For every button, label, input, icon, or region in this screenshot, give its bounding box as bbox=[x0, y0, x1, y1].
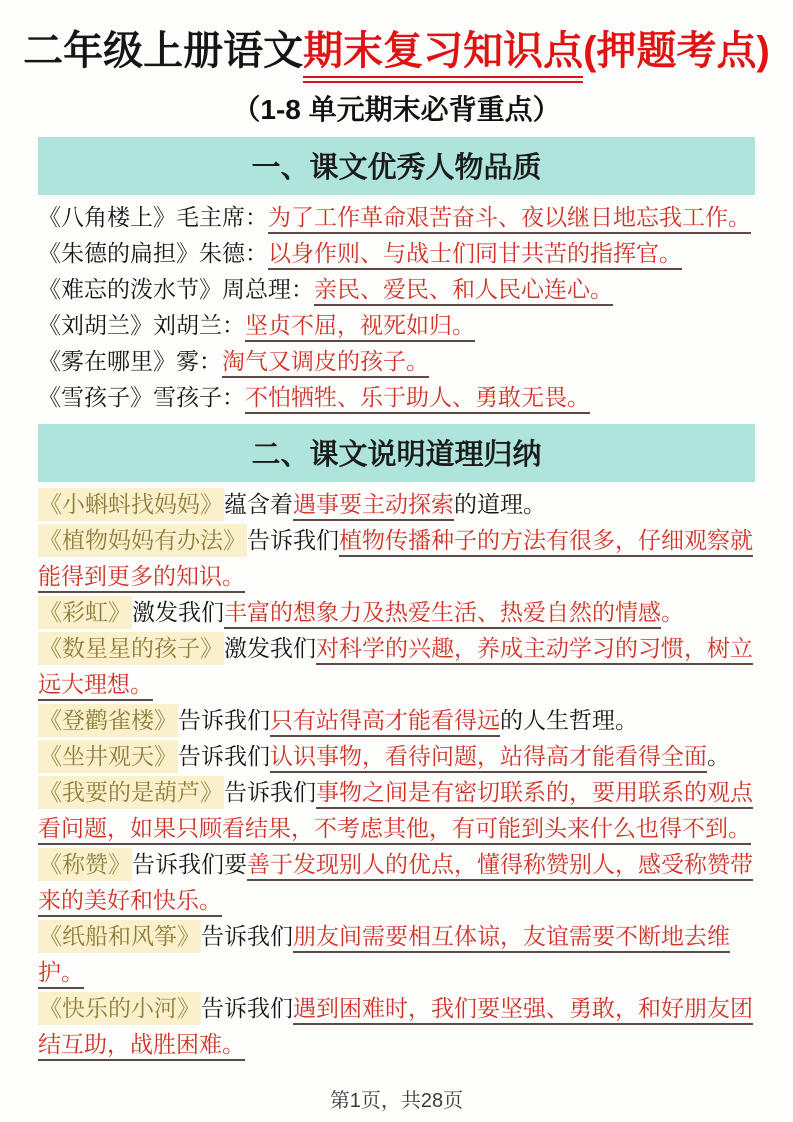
book-title: 《难忘的泼水节》 bbox=[38, 276, 222, 302]
tail-text: 。 bbox=[707, 743, 730, 769]
connector-text: 告诉我们 bbox=[247, 527, 339, 553]
book-title-highlighted: 《登鹳雀楼》 bbox=[38, 704, 178, 737]
lesson-text: 遇事要主动探索 bbox=[293, 491, 454, 517]
lesson-row bbox=[38, 738, 755, 774]
book-title-highlighted: 《纸船和风筝》 bbox=[38, 920, 201, 953]
page-title bbox=[0, 0, 793, 76]
connector-text: 告诉我们 bbox=[178, 743, 270, 769]
title-red-underlined-part: 期末复习知识点 bbox=[303, 29, 583, 83]
character-name: 刘胡兰： bbox=[153, 312, 245, 338]
book-title: 《八角楼上》 bbox=[38, 204, 176, 230]
lesson-row bbox=[38, 702, 755, 738]
section1-list bbox=[38, 199, 755, 415]
lesson-text: 对科学的兴趣，养成主动学习的习惯，树立远大理想。 bbox=[38, 635, 753, 697]
page-subtitle: （1-8 单元期末必背重点） bbox=[232, 94, 561, 125]
character-trait-row bbox=[38, 307, 755, 343]
book-title: 《刘胡兰》 bbox=[38, 312, 153, 338]
connector-text: 告诉我们 bbox=[201, 995, 293, 1021]
lesson-text: 朋友间需要相互体谅，友谊需要不断地去维护。 bbox=[38, 923, 730, 985]
lesson-text: 事物之间是有密切联系的，要用联系的观点看问题，如果只顾看结果，不考虑其他，有可能到头来什么也得不到。 bbox=[38, 779, 753, 841]
connector-text: 告诉我们 bbox=[201, 923, 293, 949]
lesson-row bbox=[38, 918, 755, 990]
book-title: 《朱德的扁担》 bbox=[38, 240, 199, 266]
character-trait-row bbox=[38, 343, 755, 379]
connector-text: 告诉我们 bbox=[224, 779, 316, 805]
lesson-row bbox=[38, 630, 755, 702]
book-title-highlighted: 《彩虹》 bbox=[38, 596, 132, 629]
connector-text: 蕴含着 bbox=[224, 491, 293, 517]
trait-text: 坚贞不屈，视死如归。 bbox=[245, 312, 475, 338]
lesson-row bbox=[38, 846, 755, 918]
book-title-highlighted: 《植物妈妈有办法》 bbox=[38, 524, 247, 557]
tail-text: 的道理。 bbox=[454, 491, 546, 517]
character-trait-row bbox=[38, 379, 755, 415]
trait-text: 亲民、爱民、和人民心连心。 bbox=[314, 276, 613, 302]
character-name: 朱德： bbox=[199, 240, 268, 266]
book-title: 《雪孩子》 bbox=[38, 384, 153, 410]
character-name: 周总理： bbox=[222, 276, 314, 302]
trait-text: 淘气又调皮的孩子。 bbox=[222, 348, 429, 374]
section1-heading: 一、课文优秀人物品质 bbox=[38, 137, 755, 195]
lesson-text: 善于发现别人的优点，懂得称赞别人，感受称赞带来的美好和快乐。 bbox=[38, 851, 753, 913]
trait-text: 不怕牺牲、乐于助人、勇敢无畏。 bbox=[245, 384, 590, 410]
lesson-text: 认识事物，看待问题，站得高才能看得全面 bbox=[270, 743, 707, 769]
lesson-row bbox=[38, 486, 755, 522]
lesson-row bbox=[38, 522, 755, 594]
lesson-row bbox=[38, 990, 755, 1062]
character-name: 毛主席： bbox=[176, 204, 268, 230]
section2-heading: 二、课文说明道理归纳 bbox=[38, 424, 755, 482]
book-title: 《雾在哪里》 bbox=[38, 348, 176, 374]
lesson-text: 丰富的想象力及热爱生活、热爱自然的情感 bbox=[224, 599, 661, 625]
book-title-highlighted: 《小蝌蚪找妈妈》 bbox=[38, 488, 224, 521]
lesson-row bbox=[38, 594, 755, 630]
character-trait-row bbox=[38, 199, 755, 235]
trait-text: 以身作则、与战士们同甘共苦的指挥官。 bbox=[268, 240, 682, 266]
connector-text: 告诉我们要 bbox=[132, 851, 247, 877]
character-trait-row bbox=[38, 271, 755, 307]
connector-text: 激发我们 bbox=[224, 635, 316, 661]
book-title-highlighted: 《称赞》 bbox=[38, 848, 132, 881]
section2-list bbox=[38, 486, 755, 1062]
character-trait-row bbox=[38, 235, 755, 271]
character-name: 雪孩子： bbox=[153, 384, 245, 410]
lesson-text: 植物传播种子的方法有很多，仔细观察就能得到更多的知识。 bbox=[38, 527, 753, 589]
title-black-part: 二年级上册语文 bbox=[23, 29, 304, 73]
book-title-highlighted: 《坐井观天》 bbox=[38, 740, 178, 773]
connector-text: 激发我们 bbox=[132, 599, 224, 625]
tail-text: 的人生哲理。 bbox=[500, 707, 638, 733]
lesson-text: 遇到困难时，我们要坚强、勇敢，和好朋友团结互助，战胜困难。 bbox=[38, 995, 753, 1057]
connector-text: 告诉我们 bbox=[178, 707, 270, 733]
lesson-text: 只有站得高才能看得远 bbox=[270, 707, 500, 733]
trait-text: 为了工作革命艰苦奋斗、夜以继日地忘我工作。 bbox=[268, 204, 751, 230]
page-number: 第1页，共28页 bbox=[329, 1090, 464, 1112]
title-red-suffix-part: (押题考点) bbox=[583, 29, 770, 73]
book-title-highlighted: 《数星星的孩子》 bbox=[38, 632, 224, 665]
character-name: 雾： bbox=[176, 348, 222, 374]
book-title-highlighted: 《我要的是葫芦》 bbox=[38, 776, 224, 809]
lesson-period: 。 bbox=[661, 599, 684, 625]
lesson-row bbox=[38, 774, 755, 846]
book-title-highlighted: 《快乐的小河》 bbox=[38, 992, 201, 1025]
